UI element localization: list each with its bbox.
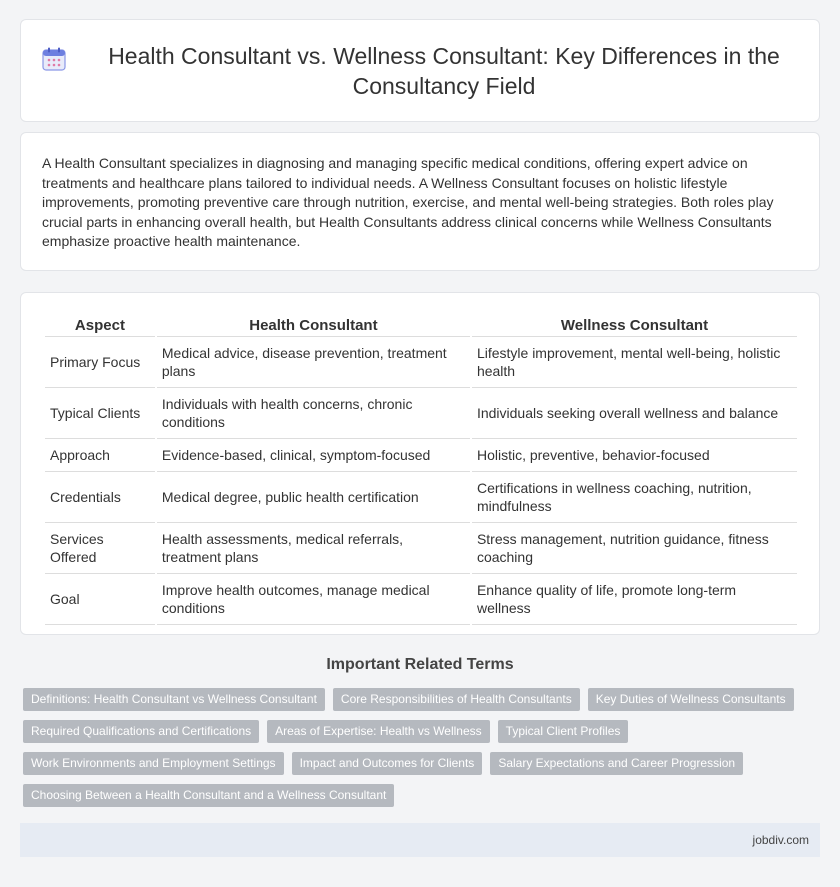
header-wellness-consultant: Wellness Consultant <box>472 315 797 337</box>
related-terms-title: Important Related Terms <box>326 656 514 673</box>
table-header-row <box>45 315 797 337</box>
cell-health: Individuals with health concerns, chronic conditions <box>157 388 470 439</box>
cell-health: Medical advice, disease prevention, treatment plans <box>157 337 470 388</box>
table-row <box>45 388 797 439</box>
cell-health: Evidence-based, clinical, symptom-focused <box>157 439 470 472</box>
comparison-table <box>43 315 799 625</box>
cell-aspect: Credentials <box>45 472 155 523</box>
table-row <box>45 523 797 574</box>
related-term-tag[interactable]: Key Duties of Wellness Consultants <box>588 688 794 711</box>
cell-health: Medical degree, public health certification <box>157 472 470 523</box>
cell-aspect: Services Offered <box>45 523 155 574</box>
comparison-table-card <box>20 292 820 635</box>
cell-wellness: Certifications in wellness coaching, nutrition, mindfulness <box>472 472 797 523</box>
cell-wellness: Enhance quality of life, promote long-term wellness <box>472 574 797 625</box>
related-term-tag[interactable]: Required Qualifications and Certifications <box>23 720 259 743</box>
cell-health: Health assessments, medical referrals, treatment plans <box>157 523 470 574</box>
header-health-consultant: Health Consultant <box>157 315 470 337</box>
header-card <box>20 19 820 122</box>
cell-wellness: Stress management, nutrition guidance, fitness coaching <box>472 523 797 574</box>
table-row <box>45 472 797 523</box>
cell-wellness: Lifestyle improvement, mental well-being, holistic health <box>472 337 797 388</box>
related-term-tag[interactable]: Core Responsibilities of Health Consultants <box>333 688 580 711</box>
related-term-tag[interactable]: Impact and Outcomes for Clients <box>292 752 483 775</box>
page-title: Health Consultant vs. Wellness Consultant: Key Differences in the Consultancy Field <box>108 42 780 99</box>
calendar-icon <box>41 46 67 72</box>
table-row <box>45 439 797 472</box>
cell-wellness: Holistic, preventive, behavior-focused <box>472 439 797 472</box>
related-term-tag[interactable]: Work Environments and Employment Settings <box>23 752 284 775</box>
table-row <box>45 574 797 625</box>
related-term-tag[interactable]: Typical Client Profiles <box>498 720 629 743</box>
footer <box>20 823 820 857</box>
related-term-tag[interactable]: Choosing Between a Health Consultant and a Wellness Consultant <box>23 784 394 807</box>
cell-aspect: Approach <box>45 439 155 472</box>
table-row <box>45 337 797 388</box>
footer-site-link[interactable]: jobdiv.com <box>752 833 809 847</box>
cell-wellness: Individuals seeking overall wellness and balance <box>472 388 797 439</box>
header-aspect: Aspect <box>45 315 155 337</box>
related-term-tag[interactable]: Salary Expectations and Career Progression <box>490 752 743 775</box>
related-term-tag[interactable]: Areas of Expertise: Health vs Wellness <box>267 720 490 743</box>
intro-paragraph: A Health Consultant specializes in diagnosing and managing specific medical conditions, offering expert advice on treatments and healthcare plans tailored to individual needs. A Wellness Consultant focuses on holistic lifestyle improvements, promoting preventive care through nutrition, exercise, and mental well-being strategies. Both roles play crucial parts in enhancing overall health, but Health Consultants address clinical concerns while Wellness Consultants emphasize proactive health maintenance. <box>42 155 774 250</box>
related-terms-list <box>23 688 823 807</box>
cell-aspect: Goal <box>45 574 155 625</box>
intro-card <box>20 132 820 271</box>
cell-aspect: Typical Clients <box>45 388 155 439</box>
cell-health: Improve health outcomes, manage medical conditions <box>157 574 470 625</box>
related-term-tag[interactable]: Definitions: Health Consultant vs Wellness Consultant <box>23 688 325 711</box>
cell-aspect: Primary Focus <box>45 337 155 388</box>
